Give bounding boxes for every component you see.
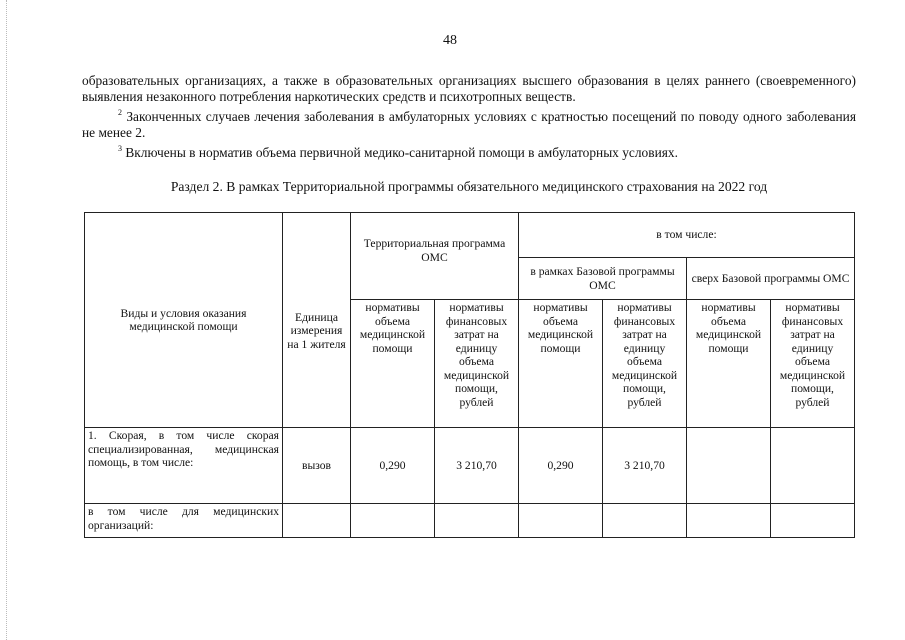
row-kind: в том числе для медицинских организаций: [85, 504, 283, 538]
row-above-cost [771, 428, 855, 504]
header-including: в том числе: [519, 213, 855, 258]
row-above-volume [687, 504, 771, 538]
row-base-volume [519, 504, 603, 538]
page-number: 48 [443, 33, 457, 48]
footnote-2 [82, 109, 856, 141]
row-terr-cost: 3 210,70 [435, 428, 519, 504]
footnote-3-mark: 3 [118, 144, 122, 153]
header-row-1 [85, 213, 855, 258]
row-kind: 1. Скорая, в том числе скорая специализированная, медицинская помощь, в том числе: [85, 428, 283, 504]
footnote-2-mark: 2 [118, 108, 122, 117]
header-base-volume: нормативы объема медицинской помощи [519, 300, 603, 428]
header-above-cost: нормативы финансовых затрат на единицу объема медицинской помощи, рублей [771, 300, 855, 428]
row-base-volume: 0,290 [519, 428, 603, 504]
row-terr-volume: 0,290 [351, 428, 435, 504]
paragraph-continuation: образовательных организациях, а также в образовательных организациях высшего образования в целях раннего (своевременного) выявления незаконного потребления наркотических средств и психотропных веществ. [82, 73, 856, 104]
row-unit: вызов [283, 428, 351, 504]
header-kinds: Виды и условия оказания медицинской помощи [85, 213, 283, 428]
footnote-3 [82, 145, 856, 161]
header-terr-cost: нормативы финансовых затрат на единицу объема медицинской помощи, рублей [435, 300, 519, 428]
footnote-3-text: Включены в норматив объема первичной медико-санитарной помощи в амбулаторных условиях. [125, 145, 678, 160]
header-territorial: Территориальная программа ОМС [351, 213, 519, 300]
header-base-cost: нормативы финансовых затрат на единицу объема медицинской помощи, рублей [603, 300, 687, 428]
table-row [85, 504, 855, 538]
section-title: Раздел 2. В рамках Территориальной программы обязательного медицинского страхования на 2022 год [170, 179, 768, 194]
row-unit [283, 504, 351, 538]
header-above-volume: нормативы объема медицинской помощи [687, 300, 771, 428]
row-above-cost [771, 504, 855, 538]
header-unit: Единица измерения на 1 жителя [283, 213, 351, 428]
row-base-cost [603, 504, 687, 538]
header-base: в рамках Базовой программы ОМС [519, 258, 687, 300]
header-terr-volume: нормативы объема медицинской помощи [351, 300, 435, 428]
table-row [85, 428, 855, 504]
row-above-volume [687, 428, 771, 504]
row-terr-volume [351, 504, 435, 538]
row-terr-cost [435, 504, 519, 538]
norms-table [84, 212, 855, 538]
header-above-base: сверх Базовой программы ОМС [687, 258, 855, 300]
row-base-cost: 3 210,70 [603, 428, 687, 504]
footnote-2-text: Законченных случаев лечения заболевания в амбулаторных условиях с кратностью посещений по поводу одного заболевания не менее 2. [82, 109, 856, 140]
page-edge [6, 0, 8, 640]
